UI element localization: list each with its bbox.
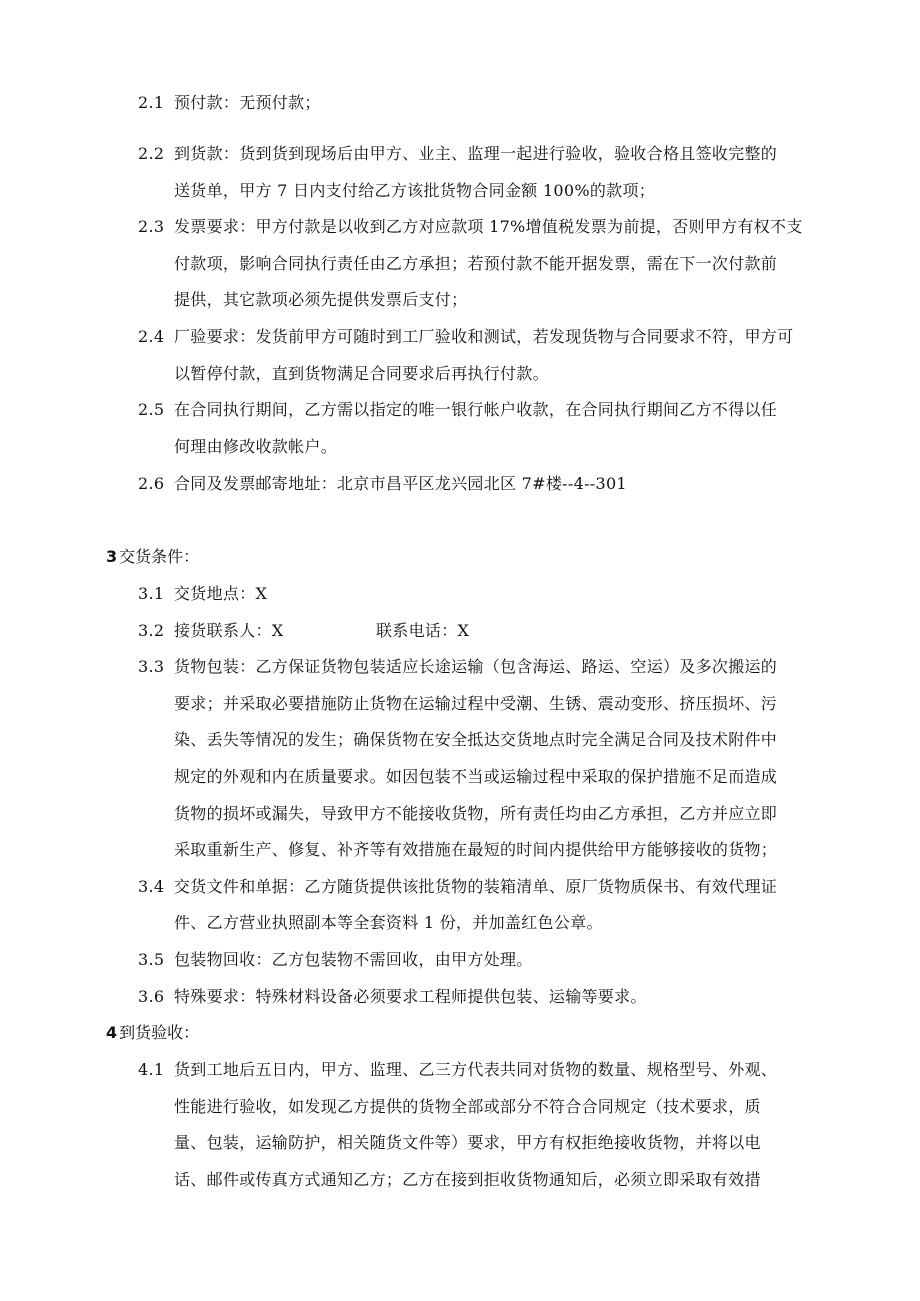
clause-number: 3.5 xyxy=(138,950,165,969)
clause-2-5 xyxy=(138,400,777,420)
clause-text: 货到工地后五日内，甲方、监理、乙三方代表共同对货物的数量、规格型号、外观、 xyxy=(174,1060,778,1079)
section-number: 3 xyxy=(106,547,118,566)
contact-phone: 联系电话：X xyxy=(376,621,470,640)
clause-text-continued: 要求；并采取必要措施防止货物在运输过程中受潮、生锈、震动变形、挤压损坏、污 xyxy=(174,694,778,713)
clause-number: 3.3 xyxy=(138,657,165,676)
clause-number: 2.4 xyxy=(138,327,165,346)
clause-number: 3.1 xyxy=(138,584,165,603)
section-number: 4 xyxy=(106,1023,118,1042)
clause-number: 2.6 xyxy=(138,474,165,493)
clause-text-continued: 话、邮件或传真方式通知乙方；乙方在接到拒收货物通知后，必须立即采取有效措 xyxy=(174,1170,761,1189)
clause-4-1 xyxy=(138,1060,777,1080)
clause-3-2 xyxy=(138,621,284,641)
clause-text-continued: 何理由修改收款帐户。 xyxy=(174,437,338,456)
clause-2-3 xyxy=(138,217,803,237)
clause-text-continued: 规定的外观和内在质量要求。如因包装不当或运输过程中采取的保护措施不足而造成 xyxy=(174,767,778,786)
section-3-heading xyxy=(106,547,199,567)
clause-2-4 xyxy=(138,327,793,347)
clause-text-continued: 以暂停付款，直到货物满足合同要求后再执行付款。 xyxy=(174,364,549,383)
clause-text-continued: 量、包装，运输防护，相关随货文件等）要求，甲方有权拒绝接收货物，并将以电 xyxy=(174,1133,761,1152)
clause-text-continued: 采取重新生产、修复、补齐等有效措施在最短的时间内提供给甲方能够接收的货物； xyxy=(174,840,778,859)
clause-text: 交货文件和单据：乙方随货提供该批货物的装箱清单、原厂货物质保书、有效代理证 xyxy=(174,877,778,896)
clause-3-6 xyxy=(138,987,647,1007)
clause-number: 3.6 xyxy=(138,987,165,1006)
clause-text-continued: 提供，其它款项必须先提供发票后支付； xyxy=(174,290,468,309)
clause-text: 包装物回收：乙方包装物不需回收，由甲方处理。 xyxy=(174,950,533,969)
clause-text: 预付款：无预付款； xyxy=(174,93,321,112)
clause-2-1 xyxy=(138,93,321,113)
clause-text-continued: 染、丢失等情况的发生；确保货物在安全抵达交货地点时完全满足合同及技术附件中 xyxy=(174,730,778,749)
clause-number: 2.5 xyxy=(138,400,165,419)
section-4-heading xyxy=(106,1023,199,1043)
clause-number: 2.2 xyxy=(138,144,165,163)
clause-number: 2.1 xyxy=(138,93,165,112)
clause-text: 厂验要求：发货前甲方可随时到工厂验收和测试，若发现货物与合同要求不符，甲方可 xyxy=(174,327,794,346)
clause-text: 交货地点：X xyxy=(174,584,268,603)
clause-text: 在合同执行期间，乙方需以指定的唯一银行帐户收款，在合同执行期间乙方不得以任 xyxy=(174,400,778,419)
clause-text: 到货款：货到货到现场后由甲方、业主、监理一起进行验收，验收合格且签收完整的 xyxy=(174,144,778,163)
section-title: 到货验收： xyxy=(119,1023,200,1042)
clause-text: 合同及发票邮寄地址：北京市昌平区龙兴园北区 7#楼--4--301 xyxy=(174,474,627,493)
clause-text: 发票要求：甲方付款是以收到乙方对应款项 17%增值税发票为前提，否则甲方有权不支 xyxy=(174,217,803,236)
clause-text: 接货联系人：X xyxy=(174,621,284,640)
clause-2-6 xyxy=(138,474,627,494)
clause-number: 3.2 xyxy=(138,621,165,640)
clause-text-continued: 付款项，影响合同执行责任由乙方承担；若预付款不能开据发票，需在下一次付款前 xyxy=(174,254,778,273)
clause-text: 货物包装：乙方保证货物包装适应长途运输（包含海运、路运、空运）及多次搬运的 xyxy=(174,657,778,676)
clause-3-3 xyxy=(138,657,777,677)
clause-2-2 xyxy=(138,144,777,164)
clause-text-continued: 送货单，甲方 7 日内支付给乙方该批货物合同金额 100%的款项； xyxy=(174,181,656,200)
clause-text-continued: 货物的损坏或漏失，导致甲方不能接收货物，所有责任均由乙方承担，乙方并应立即 xyxy=(174,804,778,823)
clause-3-1 xyxy=(138,584,267,604)
clause-text: 特殊要求：特殊材料设备必须要求工程师提供包装、运输等要求。 xyxy=(174,987,647,1006)
clause-number: 4.1 xyxy=(138,1060,165,1079)
clause-3-4 xyxy=(138,877,777,897)
clause-number: 2.3 xyxy=(138,217,165,236)
clause-3-5 xyxy=(138,950,533,970)
clause-text-continued: 性能进行验收，如发现乙方提供的货物全部或部分不符合合同规定（技术要求，质 xyxy=(174,1097,761,1116)
clause-number: 3.4 xyxy=(138,877,165,896)
clause-text-continued: 件、乙方营业执照副本等全套资料 1 份，并加盖红色公章。 xyxy=(174,913,603,932)
section-title: 交货条件： xyxy=(119,547,200,566)
